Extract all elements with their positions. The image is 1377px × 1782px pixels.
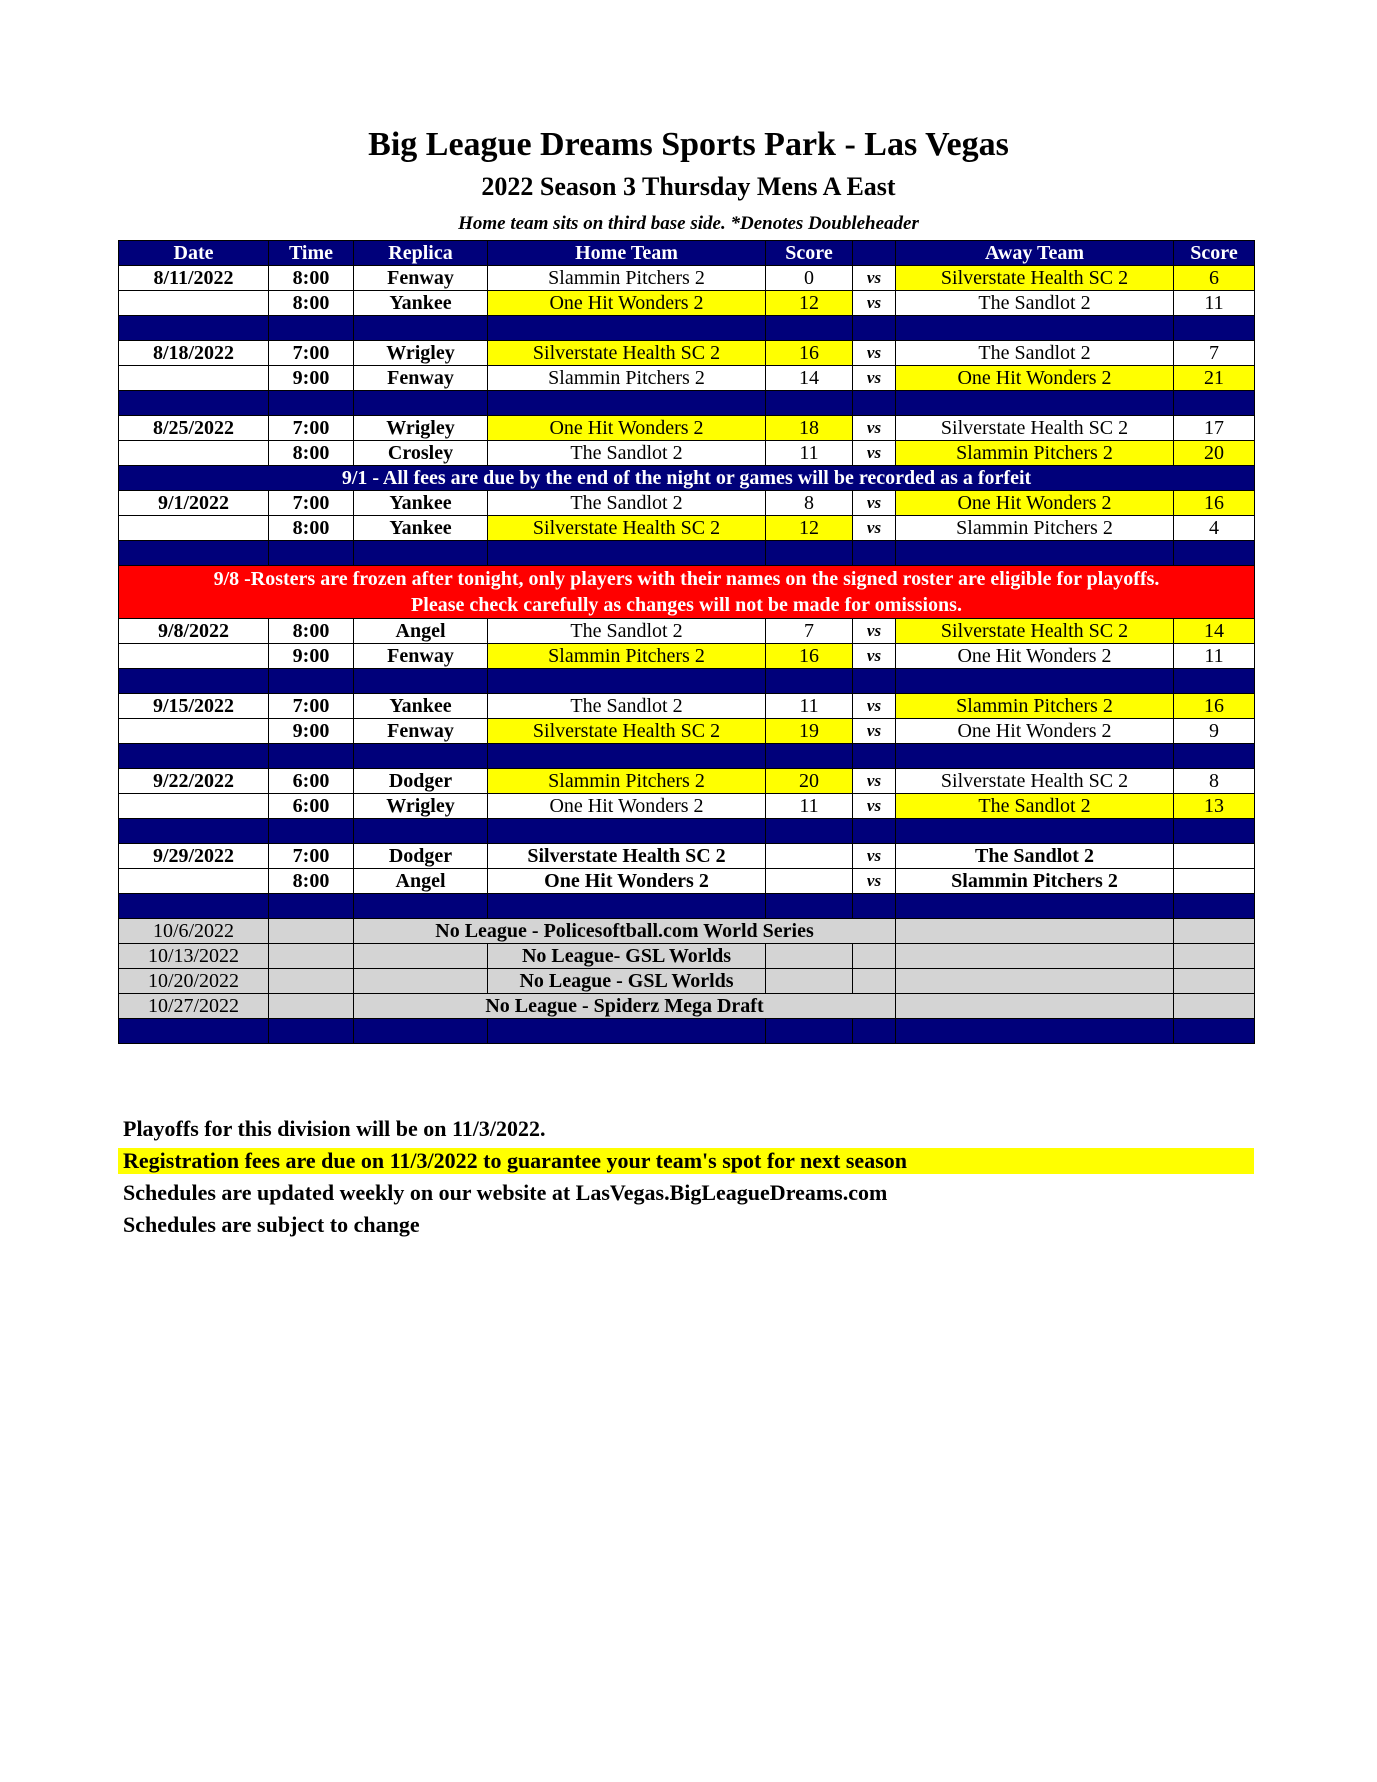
week-separator (119, 316, 1255, 341)
vs-label: vs (853, 441, 896, 466)
away-score: 9 (1174, 719, 1255, 744)
no-league-date: 10/13/2022 (119, 944, 269, 969)
game-time: 6:00 (269, 794, 354, 819)
home-team: Slammin Pitchers 2 (488, 366, 766, 391)
week-separator (119, 744, 1255, 769)
game-time: 8:00 (269, 441, 354, 466)
game-date (119, 719, 269, 744)
game-row (119, 694, 1255, 719)
away-score: 16 (1174, 694, 1255, 719)
game-replica: Angel (354, 619, 488, 644)
away-team: Slammin Pitchers 2 (896, 694, 1174, 719)
game-time: 7:00 (269, 341, 354, 366)
week-separator (119, 894, 1255, 919)
vs-label: vs (853, 416, 896, 441)
rosters-notice-row (119, 566, 1255, 619)
week-separator (119, 391, 1255, 416)
no-league-text: No League - Policesoftball.com World Series (354, 919, 896, 944)
no-league-date: 10/20/2022 (119, 969, 269, 994)
home-score: 12 (766, 516, 853, 541)
header-time: Time (269, 241, 354, 266)
season-subtitle: 2022 Season 3 Thursday Mens A East (481, 172, 896, 201)
game-time: 6:00 (269, 769, 354, 794)
away-score: 11 (1174, 291, 1255, 316)
game-time: 9:00 (269, 366, 354, 391)
game-row (119, 516, 1255, 541)
away-score: 13 (1174, 794, 1255, 819)
away-team: Slammin Pitchers 2 (896, 516, 1174, 541)
rosters-notice (119, 566, 1255, 619)
home-team: Silverstate Health SC 2 (488, 516, 766, 541)
home-team: Slammin Pitchers 2 (488, 266, 766, 291)
game-replica: Fenway (354, 644, 488, 669)
no-league-row (119, 919, 1255, 944)
home-score: 12 (766, 291, 853, 316)
vs-label: vs (853, 794, 896, 819)
game-row (119, 644, 1255, 669)
home-score: 20 (766, 769, 853, 794)
game-row (119, 719, 1255, 744)
header-replica: Replica (354, 241, 488, 266)
away-score: 11 (1174, 644, 1255, 669)
vs-label: vs (853, 291, 896, 316)
week-separator (119, 1019, 1255, 1044)
away-team: One Hit Wonders 2 (896, 719, 1174, 744)
rosters-notice-line-1: 9/8 -Rosters are frozen after tonight, only players with their names on the signed roster are eligible for playoffs. (213, 568, 1160, 590)
game-replica: Wrigley (354, 794, 488, 819)
game-date (119, 291, 269, 316)
schedule-change-note: Schedules are subject to change (123, 1212, 420, 1237)
away-team: The Sandlot 2 (896, 794, 1174, 819)
away-score: 17 (1174, 416, 1255, 441)
game-row (119, 769, 1255, 794)
away-team: The Sandlot 2 (896, 844, 1174, 869)
home-team: One Hit Wonders 2 (488, 416, 766, 441)
game-date (119, 441, 269, 466)
header-away-team: Away Team (896, 241, 1174, 266)
away-team: One Hit Wonders 2 (896, 644, 1174, 669)
away-team: Slammin Pitchers 2 (896, 869, 1174, 894)
game-time: 8:00 (269, 266, 354, 291)
game-time: 8:00 (269, 291, 354, 316)
home-team: The Sandlot 2 (488, 619, 766, 644)
no-league-date: 10/6/2022 (119, 919, 269, 944)
home-team: The Sandlot 2 (488, 694, 766, 719)
away-team: One Hit Wonders 2 (896, 366, 1174, 391)
no-league-text: No League - GSL Worlds (488, 969, 766, 994)
header-date: Date (119, 241, 269, 266)
vs-label: vs (853, 266, 896, 291)
game-date: 9/22/2022 (119, 769, 269, 794)
vs-label: vs (853, 769, 896, 794)
home-team: Slammin Pitchers 2 (488, 644, 766, 669)
no-league-date: 10/27/2022 (119, 994, 269, 1019)
game-row (119, 619, 1255, 644)
game-row (119, 341, 1255, 366)
game-time: 7:00 (269, 416, 354, 441)
away-team: Silverstate Health SC 2 (896, 266, 1174, 291)
game-time: 7:00 (269, 491, 354, 516)
game-replica: Yankee (354, 291, 488, 316)
home-score: 0 (766, 266, 853, 291)
page-title: Big League Dreams Sports Park - Las Vegas (368, 126, 1009, 163)
game-date (119, 516, 269, 541)
home-score: 19 (766, 719, 853, 744)
vs-label: vs (853, 644, 896, 669)
no-league-row (119, 969, 1255, 994)
game-date: 9/8/2022 (119, 619, 269, 644)
home-team: The Sandlot 2 (488, 441, 766, 466)
home-score: 7 (766, 619, 853, 644)
game-replica: Yankee (354, 694, 488, 719)
game-time: 7:00 (269, 844, 354, 869)
game-row (119, 491, 1255, 516)
home-score: 11 (766, 441, 853, 466)
home-score: 11 (766, 694, 853, 719)
away-team: Silverstate Health SC 2 (896, 619, 1174, 644)
fees-notice-row (119, 466, 1255, 491)
vs-label: vs (853, 719, 896, 744)
header-away-score: Score (1174, 241, 1255, 266)
home-score: 8 (766, 491, 853, 516)
vs-label: vs (853, 619, 896, 644)
registration-note: Registration fees are due on 11/3/2022 to guarantee your team's spot for next season (118, 1148, 1254, 1174)
game-replica: Angel (354, 869, 488, 894)
away-score: 16 (1174, 491, 1255, 516)
game-replica: Dodger (354, 844, 488, 869)
away-score: 7 (1174, 341, 1255, 366)
header-row (119, 241, 1255, 266)
header-vs (853, 241, 896, 266)
game-date (119, 644, 269, 669)
website-note: Schedules are updated weekly on our website at LasVegas.BigLeagueDreams.com (123, 1180, 888, 1205)
home-team: Slammin Pitchers 2 (488, 769, 766, 794)
no-league-text: No League- GSL Worlds (488, 944, 766, 969)
game-date (119, 366, 269, 391)
away-score: 8 (1174, 769, 1255, 794)
game-row (119, 266, 1255, 291)
fees-notice: 9/1 - All fees are due by the end of the night or games will be recorded as a forfeit (119, 466, 1255, 491)
game-time: 9:00 (269, 719, 354, 744)
home-team: One Hit Wonders 2 (488, 291, 766, 316)
game-row (119, 794, 1255, 819)
header-home-team: Home Team (488, 241, 766, 266)
game-replica: Fenway (354, 266, 488, 291)
game-row (119, 416, 1255, 441)
home-team-note: Home team sits on third base side. *Denotes Doubleheader (458, 213, 919, 234)
away-team: The Sandlot 2 (896, 341, 1174, 366)
game-time: 9:00 (269, 644, 354, 669)
home-score: 16 (766, 644, 853, 669)
playoffs-note: Playoffs for this division will be on 11/3/2022. (123, 1116, 546, 1141)
game-replica: Dodger (354, 769, 488, 794)
game-row (119, 869, 1255, 894)
home-team: Silverstate Health SC 2 (488, 844, 766, 869)
game-row (119, 441, 1255, 466)
home-score: 18 (766, 416, 853, 441)
game-date: 8/11/2022 (119, 266, 269, 291)
home-score (766, 844, 853, 869)
game-date: 9/1/2022 (119, 491, 269, 516)
game-replica: Fenway (354, 719, 488, 744)
game-replica: Wrigley (354, 416, 488, 441)
home-team: One Hit Wonders 2 (488, 869, 766, 894)
game-time: 8:00 (269, 516, 354, 541)
no-league-row (119, 994, 1255, 1019)
away-score: 4 (1174, 516, 1255, 541)
game-replica: Crosley (354, 441, 488, 466)
game-time: 8:00 (269, 869, 354, 894)
away-score: 20 (1174, 441, 1255, 466)
game-replica: Wrigley (354, 341, 488, 366)
vs-label: vs (853, 694, 896, 719)
vs-label: vs (853, 869, 896, 894)
away-score (1174, 869, 1255, 894)
game-date (119, 869, 269, 894)
away-score: 14 (1174, 619, 1255, 644)
header-home-score: Score (766, 241, 853, 266)
game-row (119, 366, 1255, 391)
away-score: 6 (1174, 266, 1255, 291)
home-team: One Hit Wonders 2 (488, 794, 766, 819)
vs-label: vs (853, 844, 896, 869)
no-league-row (119, 944, 1255, 969)
game-time: 7:00 (269, 694, 354, 719)
vs-label: vs (853, 341, 896, 366)
week-separator (119, 819, 1255, 844)
game-date (119, 794, 269, 819)
game-replica: Yankee (354, 491, 488, 516)
home-team: The Sandlot 2 (488, 491, 766, 516)
rosters-notice-line-2: Please check carefully as changes will not be made for omissions. (411, 594, 962, 616)
game-date: 8/18/2022 (119, 341, 269, 366)
home-score: 14 (766, 366, 853, 391)
week-separator (119, 541, 1255, 566)
away-team: The Sandlot 2 (896, 291, 1174, 316)
schedule-table (118, 240, 1255, 1044)
vs-label: vs (853, 516, 896, 541)
home-team: Silverstate Health SC 2 (488, 719, 766, 744)
game-replica: Fenway (354, 366, 488, 391)
away-team: Slammin Pitchers 2 (896, 441, 1174, 466)
away-team: Silverstate Health SC 2 (896, 769, 1174, 794)
home-score: 11 (766, 794, 853, 819)
game-date: 8/25/2022 (119, 416, 269, 441)
home-score: 16 (766, 341, 853, 366)
away-score (1174, 844, 1255, 869)
game-time: 8:00 (269, 619, 354, 644)
game-date: 9/29/2022 (119, 844, 269, 869)
home-team: Silverstate Health SC 2 (488, 341, 766, 366)
game-replica: Yankee (354, 516, 488, 541)
game-row (119, 291, 1255, 316)
vs-label: vs (853, 491, 896, 516)
away-team: Silverstate Health SC 2 (896, 416, 1174, 441)
home-score (766, 869, 853, 894)
game-row (119, 844, 1255, 869)
no-league-text: No League - Spiderz Mega Draft (354, 994, 896, 1019)
week-separator (119, 669, 1255, 694)
vs-label: vs (853, 366, 896, 391)
away-team: One Hit Wonders 2 (896, 491, 1174, 516)
away-score: 21 (1174, 366, 1255, 391)
game-date: 9/15/2022 (119, 694, 269, 719)
